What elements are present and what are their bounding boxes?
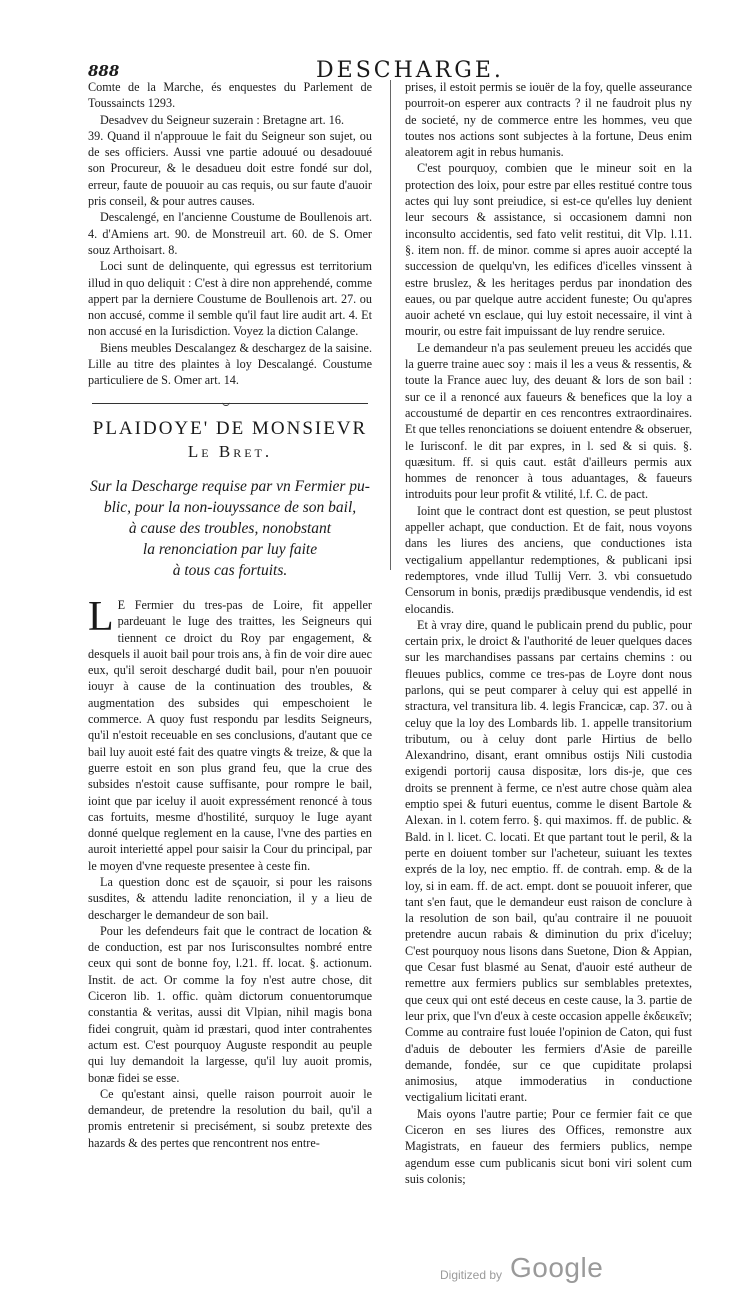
section-rule (92, 403, 368, 404)
plaidoye-summary (88, 476, 372, 581)
summary-line: Sur la Descharge requise par vn Fermier pu- (90, 477, 370, 495)
running-title: DESCHARGE. (316, 58, 504, 83)
paragraph: Le demandeur n'a pas seulement preueu les accidés que la guerre traine auec soy : mais il les a veus & ressentis, & toute la France auec luy, des deuant & lors de son bail : sur ce il a renoncé aux faueurs & benefices que la loy a accoustumé de departir en ces rencontres extraordinaires. Et que telles renonciations se doiuent entendre & obseruer, le Iurisconf. le dit par expres, in l. sed & si quis. §. quæsitum. ff. si quis caut. estât d'ailleurs permis aux hommes de renoncer à tous aduantages, & faueurs introduits pour leur profit & vtilité, l.f. C. de pact. (405, 340, 692, 502)
watermark-by: Digitized by (440, 1268, 503, 1282)
left-column (88, 79, 372, 1151)
plaidoye-author: Le Bret. (187, 441, 273, 461)
column-divider (390, 80, 391, 570)
paragraph: Mais oyons l'autre partie; Pour ce fermier fait ce que Ciceron en ses liures des Offices, remonstre aux Magistrats, en faueur des fermiers publics, nempe agendum esse cum publicanis sicut boni viri solent cum suis colonis; (405, 1106, 692, 1186)
entry-loci: Loci sunt de delinquente, qui egressus est territorium illud in quo deliquit : C'est à dire non apprehendé, comme appert par la derniere Coustume de Boullenois art. 27. ou non accusé, comme il semble qu'il faut lire audit art. 4. Et non accusé en la Iurisdiction. Voyez la diction Calange. (88, 259, 372, 339)
drop-cap: L (88, 593, 114, 640)
summary-line: blic, pour la non-iouyssance de son bail, (103, 498, 357, 516)
paragraph: Pour les defendeurs fait que le contract de location & de conduction, est par nos Iurisconsultes nombré entre ceux qui sont de bonne foy, l.21. ff. locat. §. actionum. Instit. de act. Or comme la foy n'est autre chose, dit Ciceron lib. 1. offic. quàm dictorum conuentorumque constantia & veritas, aussi dit Vlpian, nihil magis bona fidei congruit, quàm id præstari, quod inter contrahentes actum est. C'est pourquoy Auguste respondit au peuple qui luy demandoit la largesse, qu'il luy auoit promis, bonæ fidei se esse. (88, 923, 372, 1085)
entry-desadveu-body: 39. Quand il n'approuue le fait du Seigneur son sujet, ou de ses officiers. Aussi vne partie adouué ou desadouué son Procureur, & le desadueu doit estre fondé sur dol, erreur, faute de pouuoir au cas requis, ou sur faute d'auoir pris conseil, & pour autres causes. (88, 128, 372, 209)
entry-desadveu-head: Desadvev du Seigneur suzerain : Bretagne art. 16. (100, 112, 345, 127)
paragraph-opening (88, 593, 372, 874)
summary-line: la renonciation par luy faite (142, 540, 318, 558)
summary-line: à tous cas fortuits. (172, 561, 288, 579)
paragraph: C'est pourquoy, combien que le mineur soit en la protection des loix, pour estre par elles restitué contre tous actes qui luy sont preiudice, si est-ce qu'elles luy denient leur secours & assistance, si occasionem damni non inconsulto accidentis, sed fato velit restitui, dit Vlp. l.11. §. item non. ff. de minor. comme si apres auoir accepté la succession de quelqu'vn, les edifices d'icelles vinssent à estre bruslez, & les heritages perdus par inondation des eaues, ou par quelque autre accident funeste; Ou qu'apres auoir acheté vn esclaue, qui luy estoit necessaire, il vint à mourir, ou estre fait impuissant de luy rendre seruice. (405, 161, 692, 339)
entry-descalenge: Descalengé, en l'ancienne Coustume de Boullenois art. 4. d'Amiens art. 90. de Monstreuil art. 60. de S. Omer souz Arthoisart. 8. (88, 210, 372, 257)
entry-biens: Biens meubles Descalangez & deschargez de la saisine. Lille au titre des plaintes à loy Descalangé. Coustume particuliere de S. Omer art. 14. (88, 340, 372, 388)
digitized-watermark (440, 1252, 680, 1292)
paragraph-text: E Fermier du tres-pas de Loire, fit appeller pardeuant le Iuge des traittes, les Seigneurs qui tiennent ce droict du Roy par engagement, & desquels il auoit bail pour trois ans, à fin de voir dire auec eux, qu'il seroit deschargé dudit bail, pour n'en pouuoir iouyr à cause de la continuation des troubles, & augmentation des subsides qui empeschoient le commerce. A quoy fust respondu par lesdits Seigneurs, qu'il n'estoit receuable en ses conclusions, d'autant que ce bail luy auoit esté fait des quatre vingts & treize, & que la guerre estoit en son plus grand feu, que la crue des subsides n'estoit cause suffisante, pour rompre le bail, ioint que par iceluy il auoit expressément renoncé à tous cas fortuits, mesme d'hostilité, surquoy le Iuge ayant donné quelque reglement en la cause, l'vne des parties en auroit interietté appel pour saisir la Cour du principal, par le moyen d'vne requeste presentee à ceste fin. (88, 597, 372, 873)
right-column (405, 79, 692, 1187)
paragraph: prises, il estoit permis se iouër de la foy, quelle asseurance pourroit-on esperer aux contracts ? il ne faudroit plus ny de societé, ny de commerce entre les hommes, veu que toutes nos actions sont subjectes à la fortune, Deus enim aleatorem agit in rebus humanis. (405, 80, 692, 160)
page-number: 888 (88, 62, 120, 80)
plaidoye-title: PLAIDOYE' DE MONSIEVR (92, 417, 368, 439)
paragraph: Ioint que le contract dont est question, se peut plustost appeller achapt, que conduction. Et de fait, nous voyons dans les liures des anciens, que conductiones ista vectigalium appellantur redemptiones, & publicani ipsi redemptores, vnde illud Tullij Verr. 3. vbi consuetudo Censorum in bonis, prædijs prædibusque vendendis, id est elocandis. (405, 503, 692, 616)
google-logo: Google (510, 1252, 604, 1283)
summary-line: à cause des troubles, nonobstant (128, 519, 332, 537)
paragraph: Ce qu'estant ainsi, quelle raison pourroit auoir le demandeur, de pretendre la resolution du bail, qu'il a promis entretenir si precisément, si soubz pretexte des hazards & des pertes que rencontrent nos entre- (88, 1086, 372, 1150)
entry-comte: Comte de la Marche, és enquestes du Parlement de Toussaincts 1293. (88, 80, 372, 111)
paragraph: Et à vray dire, quand le publicain prend du public, pour certain prix, le droict & l'authorité de leuer quelques daces sur les marchandises passans par certains chemins : ou fleuues publics, comme ce tres-pas de Loyre dont nous parlons, qui se peut comparer à celuy qui est appellé in stractura, vel transitura lib. 4. legis Francicæ, cap. 37. ou à celuy que la loy des Lombards lib. 1. appelle transitorium tributum, ou à celuy dont parle Hirtius de bello Alexandrino, disant, erant omnibus ostijs Nili custodia exigendi portorij causa dispositæ, lors dis-je, que ces droits se prennent à ferme, ce n'est autre chose quàm alea emptio spei & futuri euentus, comme le disent Bartole & Alexan. in l. cotem ferro. §. qui maximos. ff. de public. & Bald. in l. licet. C. locati. Et que partant tout le peril, & la perte en doiuent tomber sur l'acheteur, suiuant les textes exprés de la loy, nec emptio. ff. de contrah. emp. & de la loy, si in eam. ff. de act. empt. dont se pouuoit inferer, que tant s'en faut, que le demandeur eust raison de conclure à la resolution de son bail, qu'au contraire il ne pouuoit pretendre aucun rabais & diminution du prix d'iceluy; C'est pourquoy nous lisons dans Suetone, Dion & Appian, que Cesar fust blasmé au Senat, d'auoir esté autheur de remettre aux fermiers publics sur semblables pretextes, que ceux qui ont esté deceus en ceste cause, la 3. partie de leur prix, que l'vn d'eux à ceste occasion appelle ἐκδεικεῖν; Comme au contraire fust louée l'opinion de Caton, qui fust d'aduis de debouter les fermiers d'Asie de pareille demande, fondée, sur ce que cupiditate prolapsi animosius, atque immoderatius in conductione vectigalium licitati erant. (405, 617, 692, 1105)
paragraph: La question donc est de sçauoir, si pour les raisons susdites, & attendu ladite renonciation, il y a lieu de descharger le demandeur de son bail. (88, 874, 372, 922)
